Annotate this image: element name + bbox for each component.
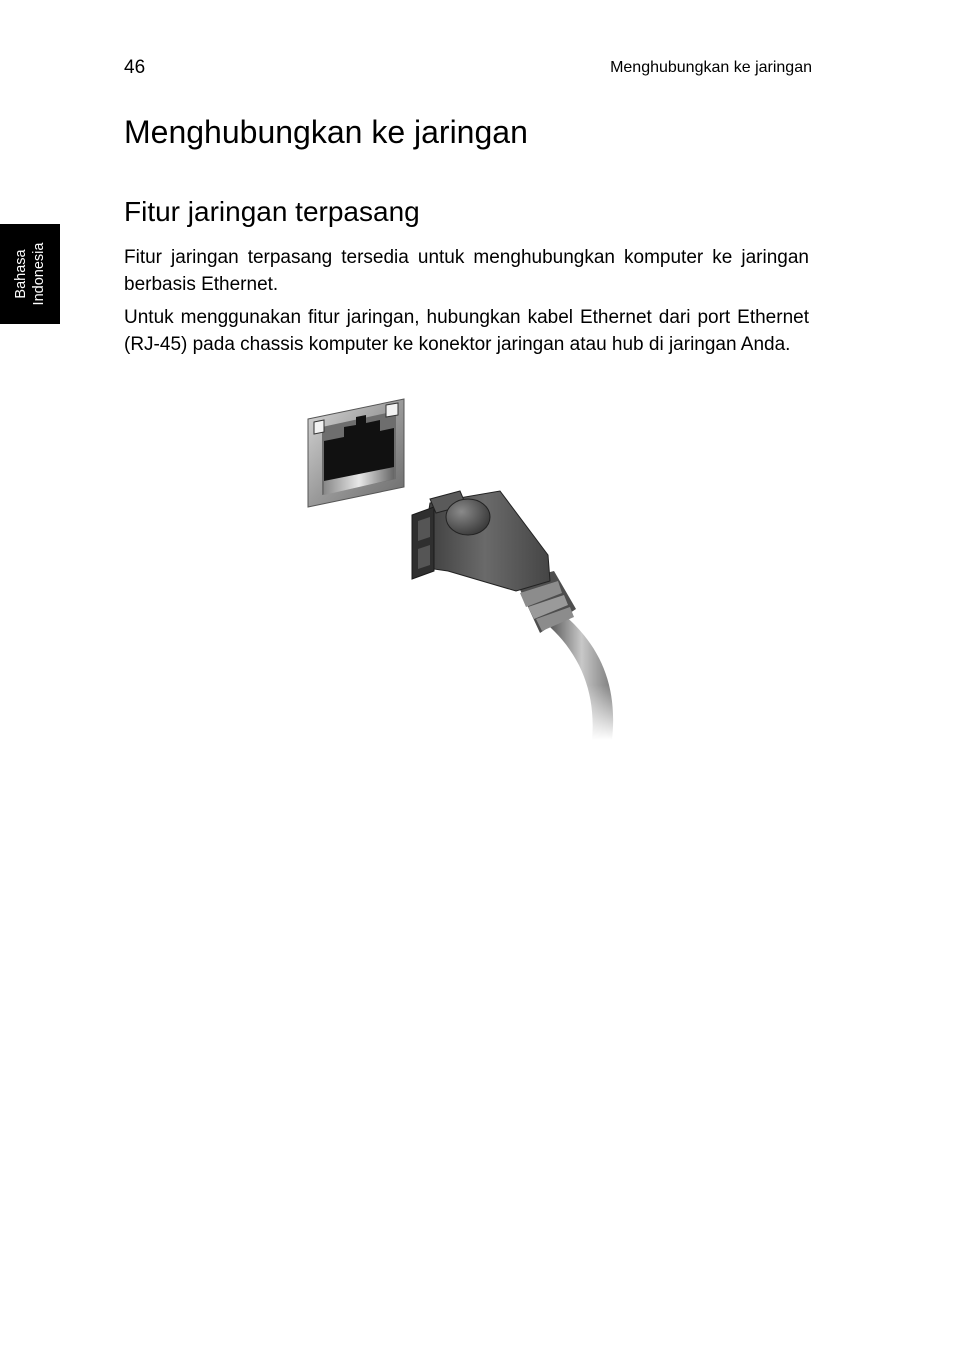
- running-header: Menghubungkan ke jaringan: [610, 59, 812, 76]
- side-tab-line-1: Bahasa: [13, 249, 29, 299]
- page-number: 46: [124, 57, 146, 78]
- ethernet-illustration: [300, 395, 640, 740]
- language-side-tab: [0, 224, 60, 324]
- section-title: Fitur jaringan terpasang: [124, 196, 420, 227]
- ethernet-rj45-connector-icon: [300, 395, 640, 740]
- body-paragraph-1: Fitur jaringan terpasang tersedia untuk menghubungkan komputer ke jaringan berbasis Ethernet.: [124, 247, 809, 295]
- chapter-title: Menghubungkan ke jaringan: [124, 114, 528, 150]
- side-tab-label: [12, 243, 48, 306]
- body-paragraph-2: Untuk menggunakan fitur jaringan, hubungkan kabel Ethernet dari port Ethernet (RJ-45) pada chassis komputer ke konektor jaringan atau hub di jaringan Anda.: [124, 307, 809, 355]
- side-tab-line-2: Indonesia: [31, 242, 47, 306]
